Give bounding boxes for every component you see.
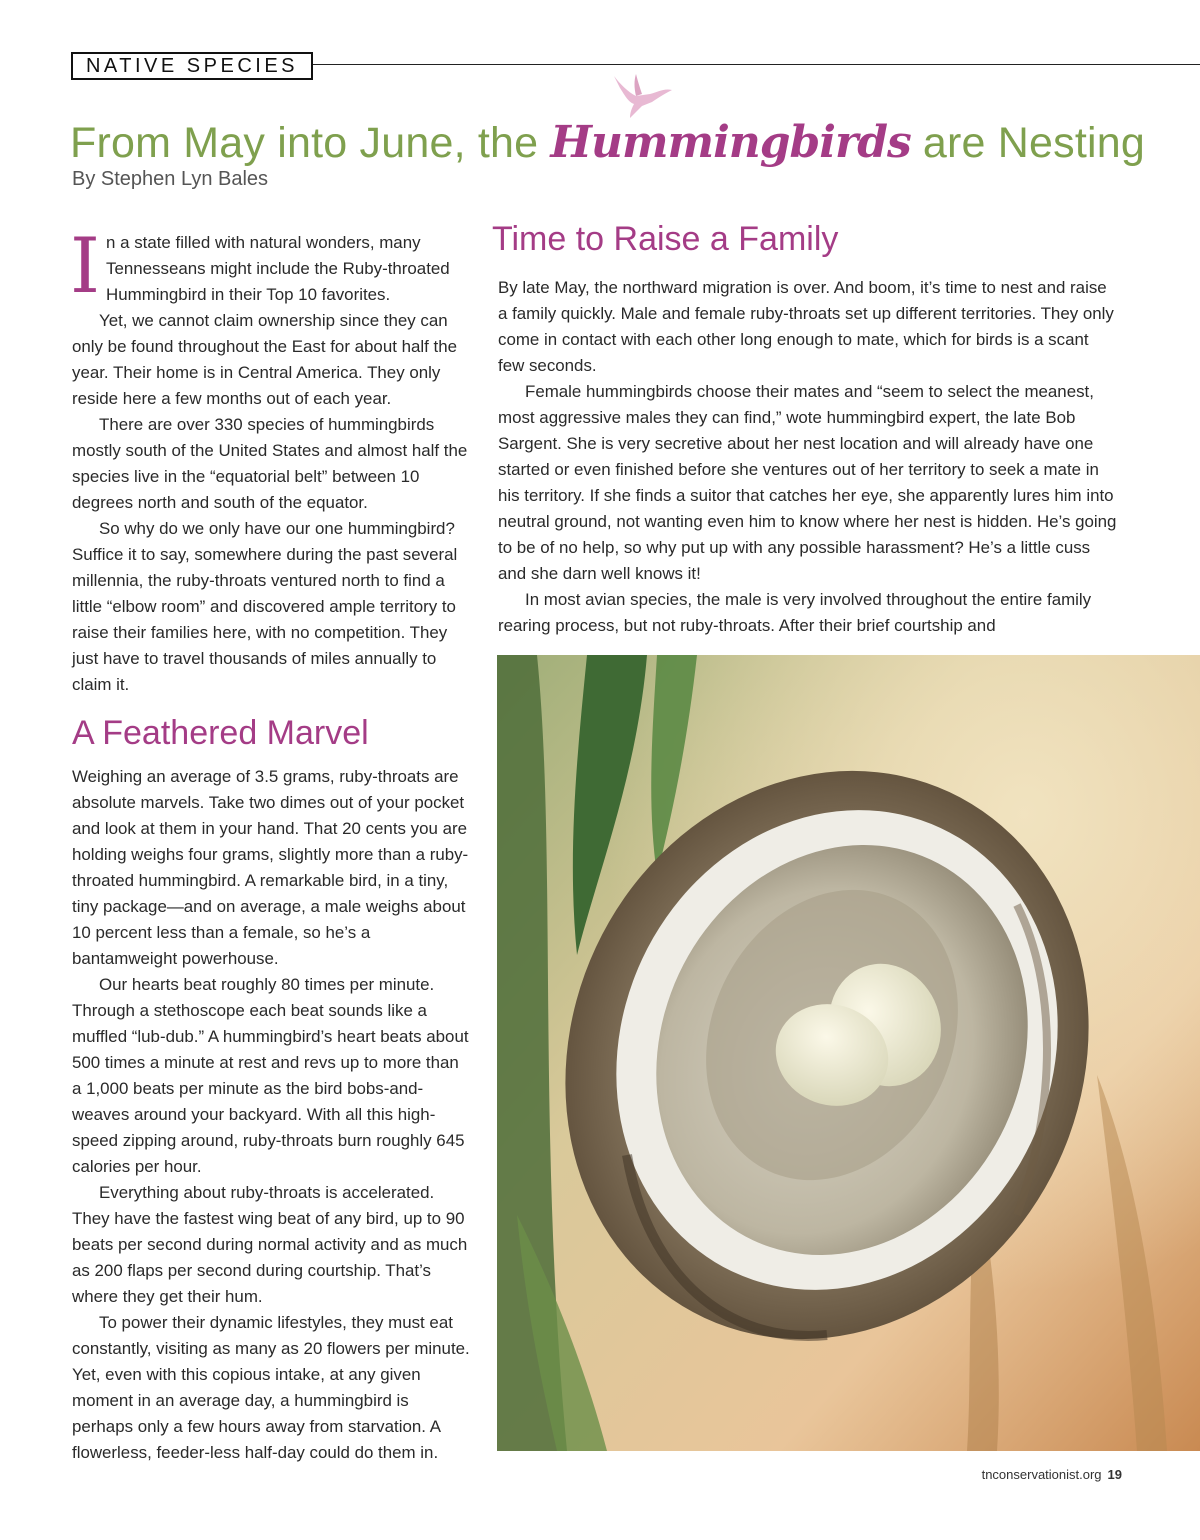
footer-site: tnconservationist.org bbox=[981, 1467, 1102, 1482]
intro-paragraph-4: So why do we only have our one hummingbird? Suffice it to say, somewhere during the past several millennia, the ruby-throats ventured north to find a little “elbow room” and discovered ample territory to raise their families here, with no competition. They just have to travel thousands of miles annually to claim it. bbox=[72, 519, 458, 694]
page-number: 19 bbox=[1107, 1467, 1122, 1482]
title-start: From May into June, the bbox=[70, 119, 551, 167]
family-paragraph-3: In most avian species, the male is very involved throughout the entire family rearing process, but not ruby-throats. After their brief courtship and bbox=[498, 590, 1092, 635]
title-highlight: Hummingbirds bbox=[550, 117, 911, 168]
page-title bbox=[70, 117, 1145, 168]
marvel-paragraph-3: Everything about ruby-throats is accelerated. They have the fastest wing beat of any bird, up to 90 beats per second during normal activity and as much as 200 flaps per second during courtship. That’s where they get their hum. bbox=[72, 1183, 468, 1306]
family-paragraph-1: By late May, the northward migration is over. And boom, it’s time to nest and raise a family quickly. Male and female ruby-throats set up different territories. They only come in contact with each other long enough to mate, which for birds is a scant few seconds. bbox=[498, 278, 1114, 375]
intro-paragraph-3: There are over 330 species of hummingbirds mostly south of the United States and almost half the species live in the “equatorial belt” between 10 degrees north and south of the equator. bbox=[72, 415, 468, 512]
hummingbird-nest-with-eggs-photo bbox=[497, 655, 1200, 1451]
page-footer bbox=[982, 1467, 1122, 1482]
subhead-feathered-marvel: A Feathered Marvel bbox=[72, 714, 369, 752]
left-column bbox=[70, 221, 470, 1466]
marvel-paragraph-1: Weighing an average of 3.5 grams, ruby-throats are absolute marvels. Take two dimes out of your pocket and look at them in your hand. That 20 cents you are holding weighs four grams, slightly more than a ruby-throated hummingbird. A remarkable bird, in a tiny, tiny package—and on average, a male weighs about 10 percent less than a female, so he’s a bantamweight powerhouse. bbox=[72, 767, 469, 968]
section-tag: NATIVE SPECIES bbox=[71, 52, 313, 80]
byline: By Stephen Lyn Bales bbox=[72, 168, 269, 190]
subhead-raise-family: Time to Raise a Family bbox=[492, 220, 839, 258]
family-paragraph-2: Female hummingbirds choose their mates and “seem to select the meanest, most aggressive males they can find,” wote hummingbird expert, the late Bob Sargent. She is very secretive about her nest location and will already have one started or even finished before she ventures out of her territory to seek a mate in his territory. If she finds a suitor that catches her eye, she apparently lures him into neutral ground, not wanting even him to know where her nest is hidden. He’s going to be of no help, so why put up with any possible harassment? He’s a little cuss and she darn well knows it! bbox=[498, 382, 1117, 583]
intro-paragraph-1 bbox=[70, 221, 470, 310]
header-rule bbox=[313, 64, 1200, 65]
title-end: are Nesting bbox=[910, 119, 1145, 167]
intro-paragraph-1-text: n a state filled with natural wonders, many Tennesseans might include the Ruby-throated Hummingbird in their Top 10 favorites. bbox=[106, 233, 450, 304]
marvel-paragraph-2: Our hearts beat roughly 80 times per minute. Through a stethoscope each beat sounds like a muffled “lub-dub.” A hummingbird’s heart beats about 500 times a minute at rest and revs up to more than a 1,000 beats per minute as the bird bobs-and-weaves around your backyard. With all this high-speed zipping around, ruby-throats burn roughly 645 calories per hour. bbox=[72, 975, 469, 1176]
right-column bbox=[498, 275, 1118, 639]
drop-cap: I bbox=[70, 221, 101, 310]
intro-paragraph-2: Yet, we cannot claim ownership since they can only be found throughout the East for about half the year. Their home is in Central America. They only reside here a few months out of each year. bbox=[72, 311, 458, 408]
marvel-paragraph-4: To power their dynamic lifestyles, they must eat constantly, visiting as many as 20 flowers per minute. Yet, even with this copious intake, at any given moment in an average day, a hummingbird is perhaps only a few hours away from starvation. A flowerless, feeder-less half-day could do them in. bbox=[72, 1313, 470, 1462]
hummingbird-icon bbox=[606, 70, 676, 120]
